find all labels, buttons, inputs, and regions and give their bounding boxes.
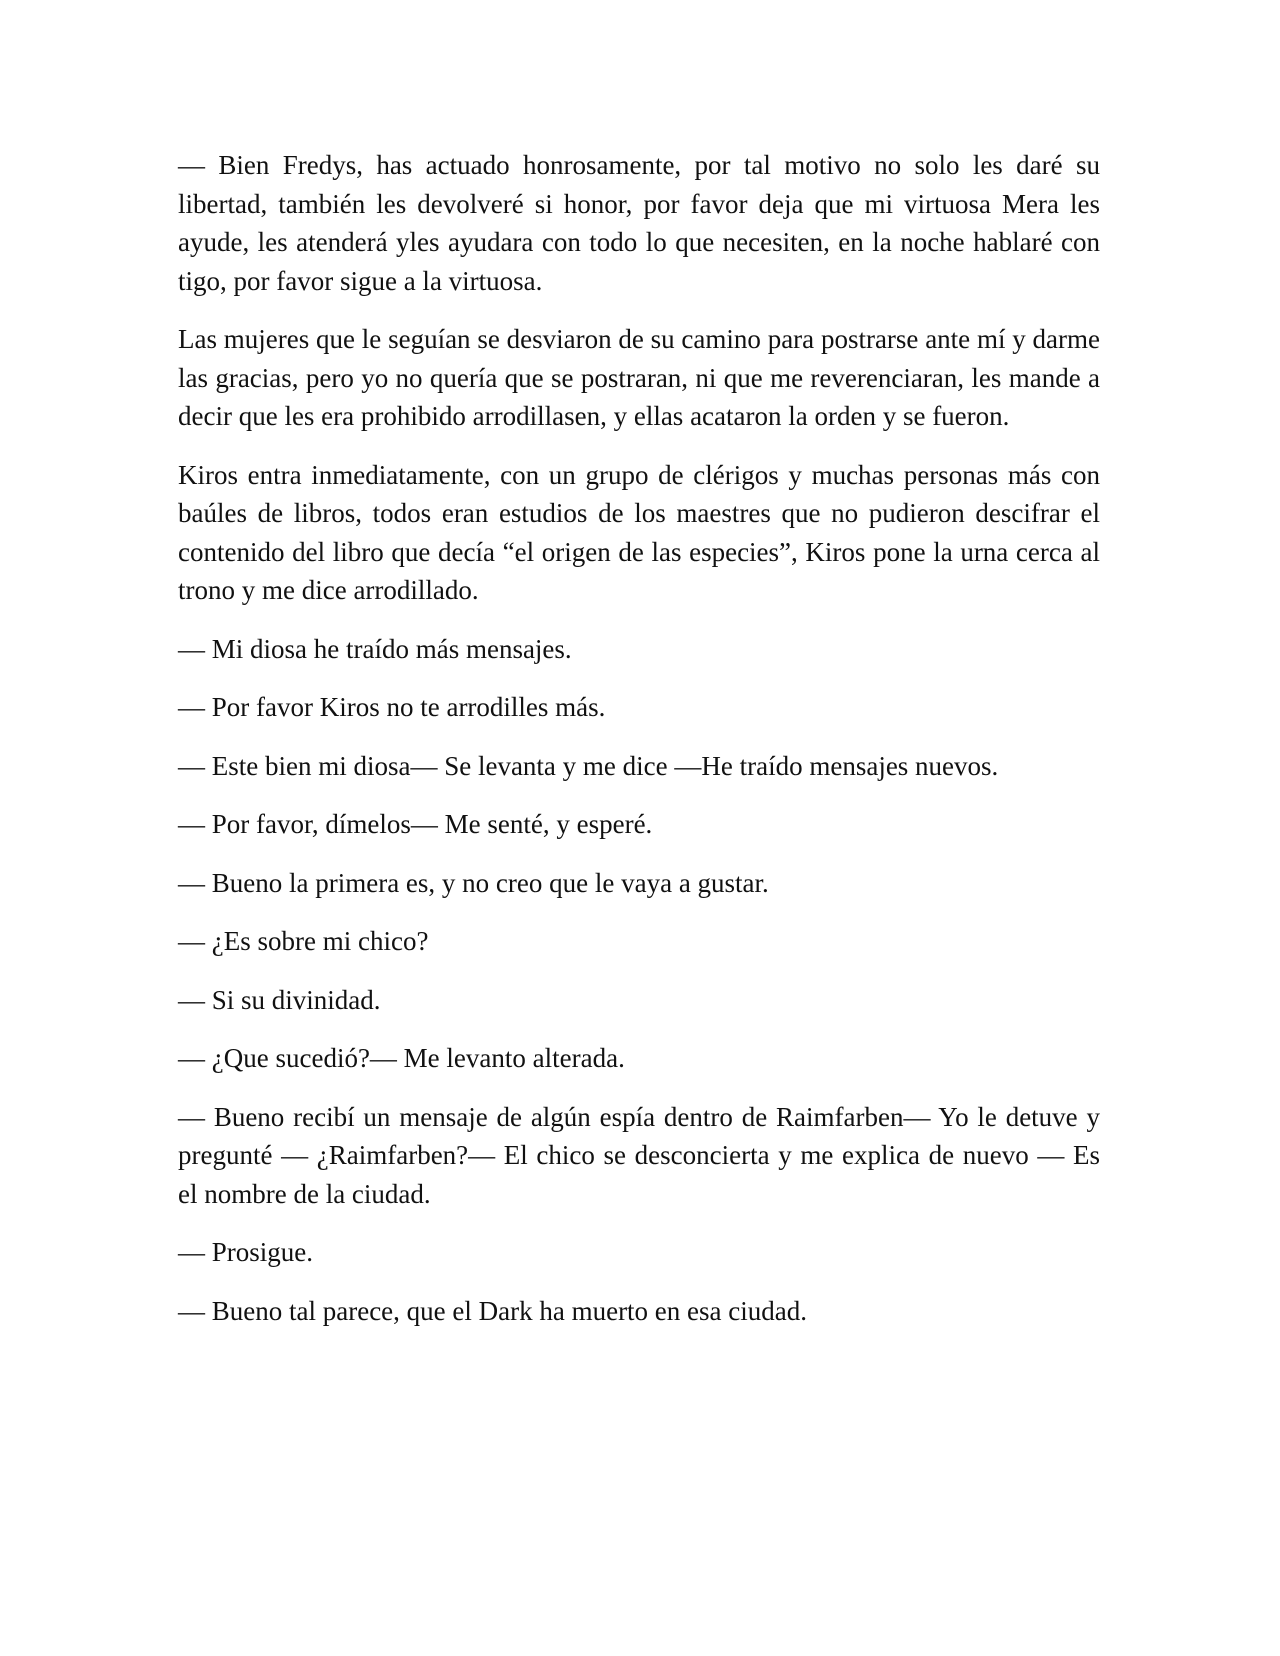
dialogue-line-4: — Por favor, dímelos— Me senté, y esperé. [178, 809, 653, 839]
dialogue-line-9: — Bueno recibí un mensaje de algún espía dentro de Raimfarben— Yo le detuve y pregunté — ¿Raimfarben?— El chico se desconcierta y me explica de nuevo — Es el nombre de la ciudad. [178, 1101, 1100, 1209]
document-page [178, 146, 1100, 1350]
dialogue-line-11: — Bueno tal parece, que el Dark ha muerto en esa ciudad. [178, 1295, 807, 1326]
dialogue-line-1: — Mi diosa he traído más mensajes. [178, 633, 572, 664]
dialogue-line-7: — Si su divinidad. [178, 984, 381, 1015]
dialogue-line-2: — Por favor Kiros no te arrodilles más. [178, 692, 606, 722]
dialogue-line-8: — ¿Que sucedió?— Me levanto alterada. [178, 1043, 625, 1073]
dialogue-line-10: — Prosigue. [178, 1237, 313, 1267]
paragraph-3: Kiros entra inmediatamente, con un grupo de clérigos y muchas personas más con baúles de libros, todos eran estudios de los maestres que no pudieron descifrar el contenido del libro que decía “el origen de las especies”, Kiros pone la urna cerca al trono y me dice arrodillado. [178, 459, 1100, 605]
dialogue-line-5: — Bueno la primera es, y no creo que le vaya a gustar. [178, 867, 769, 898]
dialogue-line-6: — ¿Es sobre mi chico? [178, 926, 429, 956]
paragraph-1: — Bien Fredys, has actuado honrosamente, por tal motivo no solo les daré su libertad, también les devolveré si honor, por favor deja que mi virtuosa Mera les ayude, les atenderá yles ayudara con todo lo que necesiten, en la noche hablaré con tigo, por favor sigue a la virtuosa. [178, 150, 1100, 296]
paragraph-2: Las mujeres que le seguían se desviaron de su camino para postrarse ante mí y darme las gracias, pero yo no quería que se postraran, ni que me reverenciaran, les mande a decir que les era prohibido arrodillasen, y ellas acataron la orden y se fueron. [178, 324, 1100, 431]
dialogue-line-3: — Este bien mi diosa— Se levanta y me dice —He traído mensajes nuevos. [178, 750, 999, 781]
